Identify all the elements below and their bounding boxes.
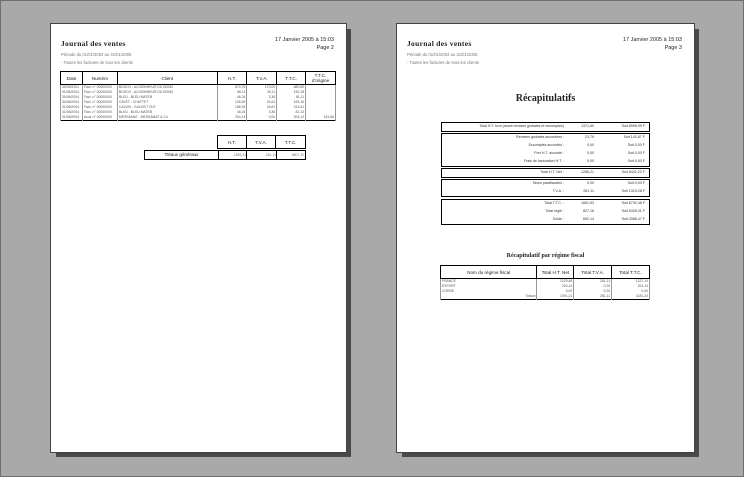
period-text: Période du 01/01/2004 au 31/01/2005 [407,52,478,57]
table-cell: 81,11 [277,95,306,100]
regime-heading: Récapitulatif par régime fiscal [506,253,585,259]
table-cell: 0,00 [612,289,650,294]
table-cell: BOSCH - AU BONHEUR DU BOND [117,85,217,91]
table-cell: 126,59 [217,100,247,105]
report-page-3[interactable] [396,23,695,453]
recap-label: Port H.T. accordé : [534,151,564,155]
recap-value-eur: 662,14 [583,217,594,221]
report-date: 17 Janvier 2005 à 15:03 [622,37,682,43]
recap-value-eur: 0,00 [587,151,594,155]
recap-value-frf: Soit 0,00 F [627,151,645,155]
table-cell: Fact. n° 00000000 [82,85,117,91]
col-header: T.T.C. d'origine [306,72,336,85]
table-cell: 1181,24 [612,294,650,300]
table-cell: 0,00 [574,284,612,289]
recap-value-frf: Soit 0,00 F [627,159,645,163]
recap-box-gross [441,122,650,132]
table-cell: 1091,21 [537,294,574,300]
recap-value-eur: 1286,21 [581,170,594,174]
table-header [441,266,650,279]
recap-value-frf: Soit 4388,47 F [621,217,645,221]
table-cell: 46,24 [217,110,247,115]
recap-box-taxes [441,179,650,197]
recap-label: Total H.T. Net : [540,170,564,174]
page-number: Page 2 [316,45,334,51]
table-cell: 204,14 [277,115,306,121]
table-cell: 46,24 [217,95,247,100]
total-ttc: 6807,30 [291,153,304,157]
table-body [61,85,336,121]
table-cell: 204,14 [217,115,247,121]
recap-label: Taxes parafiscales : [532,181,564,185]
table-cell: 31/06/2004 [61,110,83,115]
recap-box-totals [441,199,650,225]
recap-label: T.V.A. : [552,189,564,193]
col-header: Nom du régime fiscal [441,266,537,279]
recap-value-frf: Soit 142,87 F [623,135,645,139]
table-cell: FRANCE [441,279,537,285]
col-header: Total T.T.C. [612,266,650,279]
col-header: Numéro [82,72,117,85]
recap-heading: Récapitulatifs [515,93,576,104]
table-cell: Avoir n° 00000000 [82,115,117,121]
recap-box-discounts [441,133,650,167]
table-cell: BLEU - BLEU MATEB [117,110,217,115]
recap-value-frf: Soit 8432,22 F [621,170,645,174]
table-cell: 30,11 [247,90,277,95]
recap-label: Escomptes accordés : [528,143,564,147]
table-cell: BOSCH - AU BONHEUR DU BOND [117,90,217,95]
col-header: Total H.T. Net [537,266,574,279]
report-title: Journal des ventes [61,39,126,48]
table-cell: 31/06/2004 [61,115,83,121]
recap-label: Frais de facturation H.T. : [523,159,564,163]
table-cell: Fact. n° 00000000 [82,110,117,115]
totals-table [217,135,306,149]
table-cell: Fact. n° 00000000 [82,100,117,105]
col-header: H.T. [218,136,247,149]
table-cell: MESSAMAT - MESSAMAT & Co [117,115,217,121]
total-ht: 1855,21 [219,151,247,159]
recap-value-eur: 1661,53 [581,201,594,205]
totals-row [144,150,306,160]
recap-value-eur: 0,00 [587,159,594,163]
table-cell: CALVIN - CALVIN TOUT [117,105,217,110]
table-cell: BLEU - BLEU MATEB [117,95,217,100]
col-header: H.T. [217,72,247,85]
recap-label: Solde : [552,217,564,221]
recap-value-eur: 281,11 [583,189,594,193]
recap-value-eur: 1371,60 [581,124,594,128]
recap-value-eur: 0,00 [587,181,594,185]
recap-value-frf: Soit 0,00 F [627,181,645,185]
table-cell: 3,36 [247,95,277,100]
col-header: Date [61,72,83,85]
filter-text: - Toutes les factures de tous les clients [61,60,133,65]
table-cell: 31/06/2004 [61,90,83,95]
table-cell: EXPORT [441,284,537,289]
table-cell: 281,11 [574,279,612,285]
table-cell: 150,18 [277,90,306,95]
table-cell: 0,00 [247,115,277,121]
table-cell: 170,00 [247,85,277,91]
recap-box-net [441,168,650,178]
table-cell: 0,00 [574,289,612,294]
recap-label: Total T.T.C. : [544,201,564,205]
table-body [441,279,650,300]
table-cell: 880,60 [277,85,306,91]
table-cell: Fact. n° 00000000 [82,90,117,95]
table-cell: CORSE [441,289,537,294]
col-header: T.T.C. [276,136,306,149]
recap-value-frf: Soit 0,00 F [627,143,645,147]
col-header: T.V.A. [247,72,277,85]
report-date: 17 Janvier 2005 à 15:03 [274,37,334,43]
totals-label: Totaux généraux [145,151,219,159]
recap-label: Total réglé : [545,209,564,213]
table-cell: 31/06/2004 [61,105,83,110]
recap-value-frf: Soit 1319,28 F [621,189,645,193]
table-cell: 674,76 [217,85,247,91]
report-page-2[interactable] [50,23,347,453]
table-cell: 204,14 [537,284,574,289]
table-cell: 30/06/2004 [61,100,83,105]
table-cell: 30/06/2004 [61,95,83,100]
recap-value-eur: 827,16 [583,209,594,213]
total-tva: 281,11 [248,151,277,159]
period-text: Période du 01/01/2004 au 31/01/2005 [61,52,132,57]
filter-text: - Toutes les factures de tous les clients [407,60,479,65]
recap-value-frf: Soit 5425,01 F [621,209,645,213]
table-cell: 281,11 [574,294,612,300]
table-cell: 26,81 [247,105,277,110]
table-cell: 1227,10 [612,279,650,285]
table-cell: 204,14 [612,284,650,289]
table-cell: 24,64 [247,100,277,105]
table-cell: 0,00 [537,289,574,294]
col-header: Total T.V.A. [574,266,612,279]
totals-row [441,294,650,300]
table-cell: Totaux [441,294,537,300]
table-cell: Fact. n° 00000000 [82,105,117,110]
table-row [61,115,336,121]
table-cell: 186,53 [217,105,247,110]
table-header [61,72,336,85]
regime-table [440,265,650,300]
table-cell: 1229,46 [537,279,574,285]
recap-value-eur: 23,79 [585,135,594,139]
sales-table [60,71,336,121]
table-cell: 181,66 [306,115,336,121]
recap-value-frf: Soit 8998,99 F [621,124,645,128]
recap-value-frf: Soit 6792,48 F [621,201,645,205]
col-header: T.T.C. [277,72,306,85]
report-title: Journal des ventes [407,39,472,48]
col-header: Client [117,72,217,85]
table-cell: 30/06/2004 [61,85,83,91]
table-cell: Fact. n° 00000000 [82,95,117,100]
table-cell: CAVET - CHATTET [117,100,217,105]
recap-label: Total H.T. brut (avant remises globales et escomptes) [479,124,564,128]
page-number: Page 3 [664,45,682,51]
recap-value-eur: 0,00 [587,143,594,147]
col-header: T.V.A. [246,136,276,149]
recap-label: Remises globales accordées : [516,135,564,139]
table-cell: 58,11 [217,90,247,95]
table-cell: 3,36 [247,110,277,115]
table-cell: 82,13 [277,110,306,115]
table-cell: 224,61 [277,105,306,110]
table-cell: 165,16 [277,100,306,105]
